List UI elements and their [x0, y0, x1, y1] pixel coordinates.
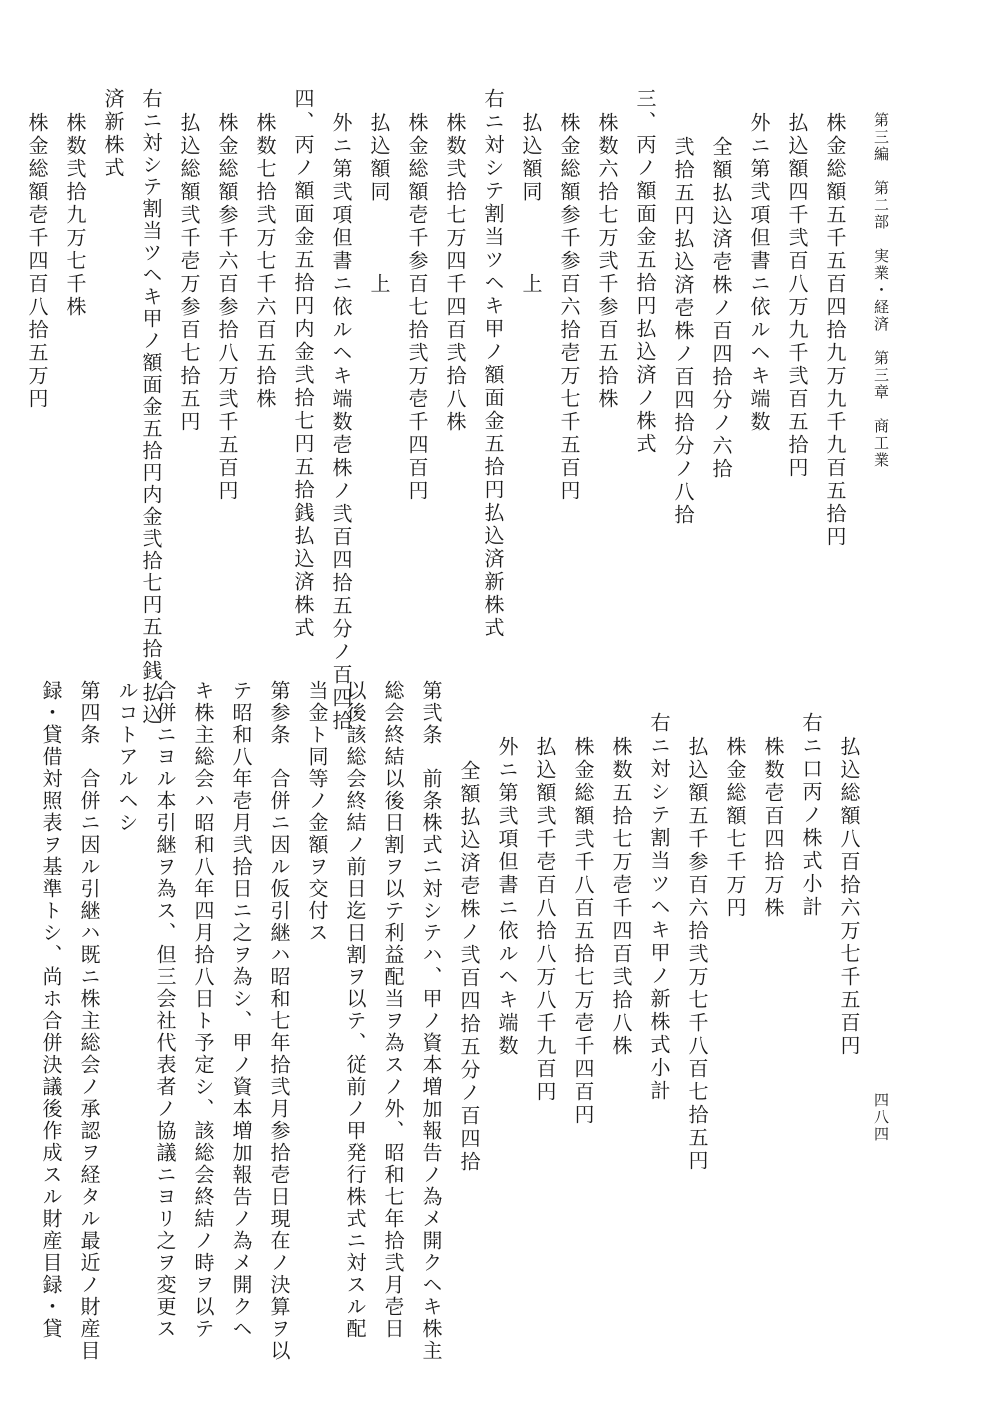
text-column: 株金総額五千五百四拾九万九千九百五拾円 [823, 112, 847, 549]
text-column: 株数弐拾九万七千株 [63, 112, 87, 319]
text-column: 済新株式 [101, 88, 125, 180]
text-column: 払込額同 上 [367, 112, 391, 296]
text-column: 払込額同 上 [519, 112, 543, 296]
text-column: 株金総額弐千八百五拾七万壱千四百円 [571, 736, 595, 1127]
text-column: 四、丙ノ額面金五拾円内金弐拾七円五拾銭払込済株式 [291, 88, 315, 640]
text-column: 以後該総会終結ノ前日迄日割ヲ以テ、従前ノ甲発行株式ニ対スル配 [343, 680, 367, 1340]
text-column: 右ニ対シテ割当ツヘキ甲ノ額面金五拾円内金弐拾七円五拾銭払込 [139, 88, 163, 726]
running-title: 第三編 第二部 実業・経済 第三章 商工業 [872, 112, 890, 469]
text-column: 当金ト同等ノ金額ヲ交付ス [305, 680, 329, 944]
text-column: 弐拾五円払込済壱株ノ百四拾分ノ八拾 [671, 136, 695, 527]
text-column: 全額払込済壱株ノ弐百四拾五分ノ百四拾 [457, 760, 481, 1174]
text-column: 外ニ第弐項但書ニ依ルヘキ端数 [495, 736, 519, 1058]
text-column: 株数七拾弐万七千六百五拾株 [253, 112, 277, 411]
text-column: キ株主総会ハ昭和八年四月拾八日ト予定シ、該総会終結ノ時ヲ以テ [191, 680, 215, 1340]
text-column: 第参条 合併ニ因ル仮引継ハ昭和七年拾弐月参拾壱日現在ノ決算ヲ以 [267, 680, 291, 1362]
text-column: 株数五拾七万壱千四百弐拾八株 [609, 736, 633, 1058]
text-column: テ昭和八年壱月弐拾日ニ之ヲ為シ、甲ノ資本増加報告ノ為メ開クヘ [229, 680, 253, 1340]
text-column: 払込額五千参百六拾弐万七千八百七拾五円 [685, 736, 709, 1173]
text-column: 合併ニヨル本引継ヲ為ス、但三会社代表者ノ協議ニヨリ之ヲ変更ス [153, 680, 177, 1340]
text-column: 外ニ第弐項但書ニ依ルヘキ端数壱株ノ弐百四拾五分ノ百四拾 [329, 112, 353, 733]
page-number: 四八四 [872, 1092, 890, 1143]
text-column: 株金総額壱千四百八拾五万円 [25, 112, 49, 411]
text-column: 株金総額壱千参百七拾弐万壱千四百円 [405, 112, 429, 503]
text-column: 株金総額七千万円 [723, 736, 747, 920]
text-column: 株数弐拾七万四千四百弐拾八株 [443, 112, 467, 434]
text-column: 払込額弐千壱百八拾八万八千九百円 [533, 736, 557, 1104]
text-column: 株数六拾七万弐千参百五拾株 [595, 112, 619, 411]
text-column: 三、丙ノ額面金五拾円払込済ノ株式 [633, 88, 657, 456]
text-column: 株数壱百四拾万株 [761, 736, 785, 920]
text-column: 右ニ対シテ割当ツヘキ甲ノ新株式小計 [647, 712, 671, 1103]
text-column: 第四条 合併ニ因ル引継ハ既ニ株主総会ノ承認ヲ経タル最近ノ財産目 [77, 680, 101, 1362]
text-column: 外ニ第弐項但書ニ依ルヘキ端数 [747, 112, 771, 434]
text-column: 右ニ対シテ割当ツヘキ甲ノ額面金五拾円払込済新株式 [481, 88, 505, 640]
text-column: 全額払込済壱株ノ百四拾分ノ六拾 [709, 136, 733, 481]
text-column: 払込額四千弐百八万九千弐百五拾円 [785, 112, 809, 480]
text-column: 右ニ口丙ノ株式小計 [799, 712, 823, 919]
text-column: 株金総額参千六百参拾八万弐千五百円 [215, 112, 239, 503]
text-column: 払込総額八百拾六万七千五百円 [837, 736, 861, 1058]
text-column: 録・貸借対照表ヲ基準トシ、尚ホ合併決議後作成スル財産目録・貸 [39, 680, 63, 1340]
text-column: 払込総額弐千壱万参百七拾五円 [177, 112, 201, 434]
text-column: ルコトアルヘシ [115, 680, 139, 834]
text-column: 株金総額参千参百六拾壱万七千五百円 [557, 112, 581, 503]
text-column: 第弐条 前条株式ニ対シテハ、甲ノ資本増加報告ノ為メ開クヘキ株主 [419, 680, 443, 1362]
text-column: 総会終結以後日割ヲ以テ利益配当ヲ為スノ外、昭和七年拾弐月壱日 [381, 680, 405, 1340]
